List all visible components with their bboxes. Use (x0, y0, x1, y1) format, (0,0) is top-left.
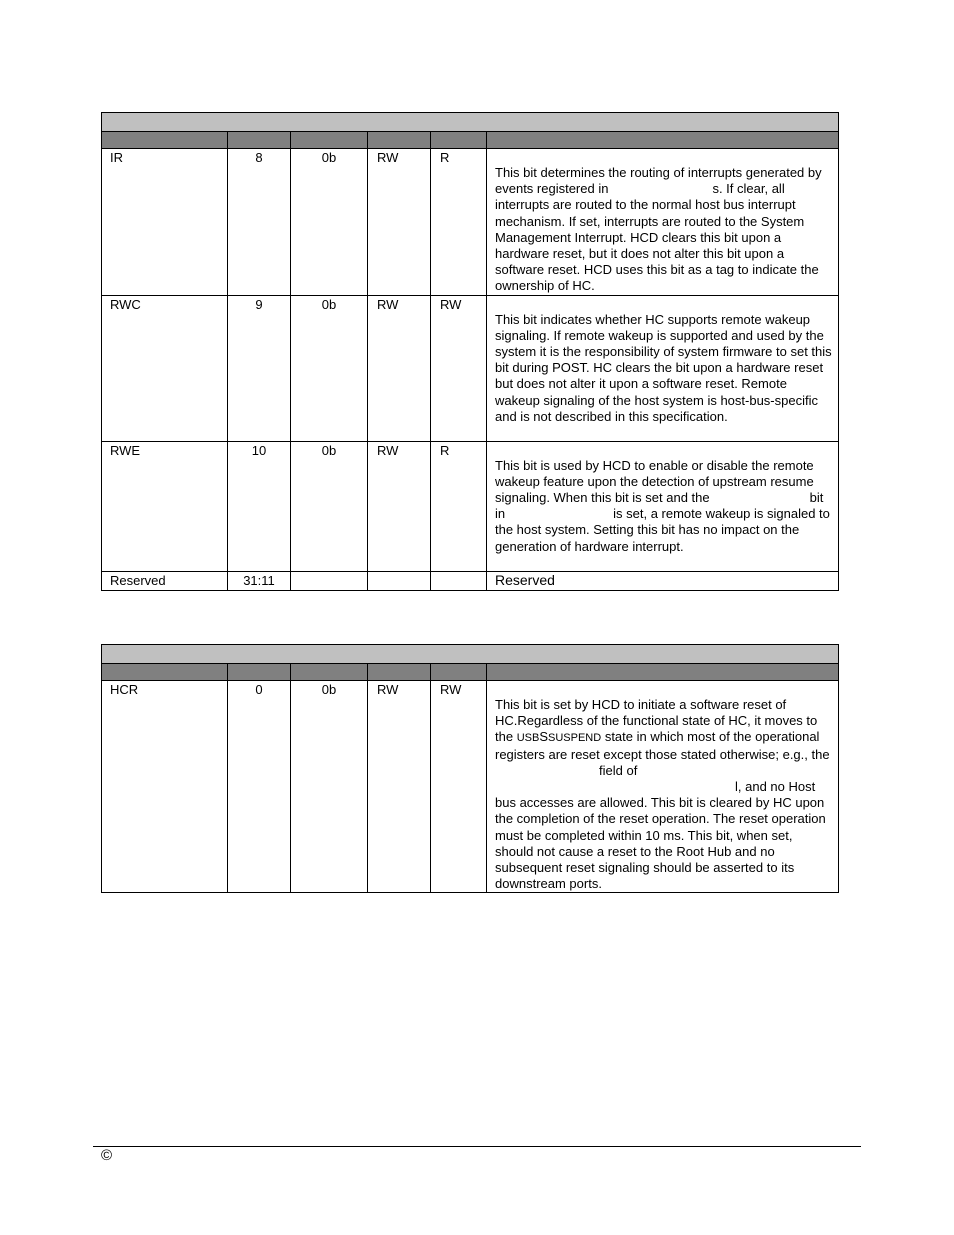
table-row (102, 149, 839, 296)
field-description: Reserved (487, 571, 839, 590)
field-name: RWE (102, 441, 228, 571)
field-reset: 0b (291, 681, 368, 893)
desc-part: state in which most of the operational registers are reset except those stated otherwise; e.g., the (495, 729, 830, 762)
field-bits: 31:11 (228, 571, 291, 590)
footer-rule (93, 1146, 861, 1147)
field-hcd-access: RW (368, 681, 431, 893)
desc-s: S (539, 729, 548, 745)
table-row (102, 441, 839, 571)
field-bits: 9 (228, 295, 291, 441)
field-description (487, 681, 839, 893)
table-title-bar (102, 645, 839, 664)
field-description (487, 149, 839, 296)
field-hc-access: R (431, 149, 487, 296)
field-name: RWC (102, 295, 228, 441)
field-reset: 0b (291, 295, 368, 441)
field-hc-access: RW (431, 295, 487, 441)
field-name: HCR (102, 681, 228, 893)
copyright-symbol: © (101, 1147, 113, 1164)
desc-part: s. If clear, all interrupts are routed to the normal host bus interrupt mechanism. If set, interrupts are routed to the System Management Interrupt. HCD clears this bit upon a hardware reset, but it does not alter this bit upon a software reset. HCD uses this bit as a tag to indicate the ownership of HC. (495, 181, 819, 294)
table-header-row (102, 132, 839, 149)
field-bits: 0 (228, 681, 291, 893)
field-bits: 8 (228, 149, 291, 296)
table-title-bar (102, 113, 839, 132)
desc-usb: USB (516, 732, 540, 745)
desc-part: l, and no Host bus accesses are allowed. This bit is cleared by HC upon the completion of the reset operation. The reset operation must be completed within 10 ms. This bit, when set, should not cause a reset to the Root Hub and no subsequent reset signaling should be asserted to its downstream ports. (495, 779, 826, 892)
desc-part: bit in (495, 490, 824, 522)
field-bits: 10 (228, 441, 291, 571)
field-reset: 0b (291, 149, 368, 296)
table-row (102, 571, 839, 590)
field-hcd-access: RW (368, 441, 431, 571)
register-table-2 (101, 644, 839, 893)
register-table-1 (101, 112, 839, 591)
field-reset: 0b (291, 441, 368, 571)
desc-part: This bit is used by HCD to enable or disable the remote wakeup feature upon the detection of upstream resume signaling. When this bit is set and the (495, 457, 814, 506)
desc-part: is set, a remote wakeup is signaled to the host system. Setting this bit has no impact on the generation of hardware interrupt. (495, 506, 830, 554)
table-row (102, 295, 839, 441)
table-row (102, 681, 839, 893)
field-hc-access: RW (431, 681, 487, 893)
field-name: IR (102, 149, 228, 296)
desc-suspend: SUSPEND (548, 732, 602, 745)
field-description (487, 441, 839, 571)
field-description: This bit indicates whether HC supports remote wakeup signaling. If remote wakeup is supported and used by the system it is the responsibility of system firmware to set this bit during POST. HC clears the bit upon a hardware reset but does not alter it upon a software reset. Remote wakeup signaling of the host system is host-bus-specific and is not described in this specification. (487, 295, 839, 441)
field-hc-access: R (431, 441, 487, 571)
field-hcd-access: RW (368, 295, 431, 441)
desc-part: This bit is set by HCD to initiate a software reset of HC.Regardless of the functional state of HC, it moves to the (495, 697, 818, 745)
field-hcd-access: RW (368, 149, 431, 296)
field-name: Reserved (102, 571, 228, 590)
table-header-row (102, 664, 839, 681)
desc-part: This bit determines the routing of interrupts generated by events registered in (495, 165, 822, 197)
desc-part: field of (599, 762, 638, 778)
